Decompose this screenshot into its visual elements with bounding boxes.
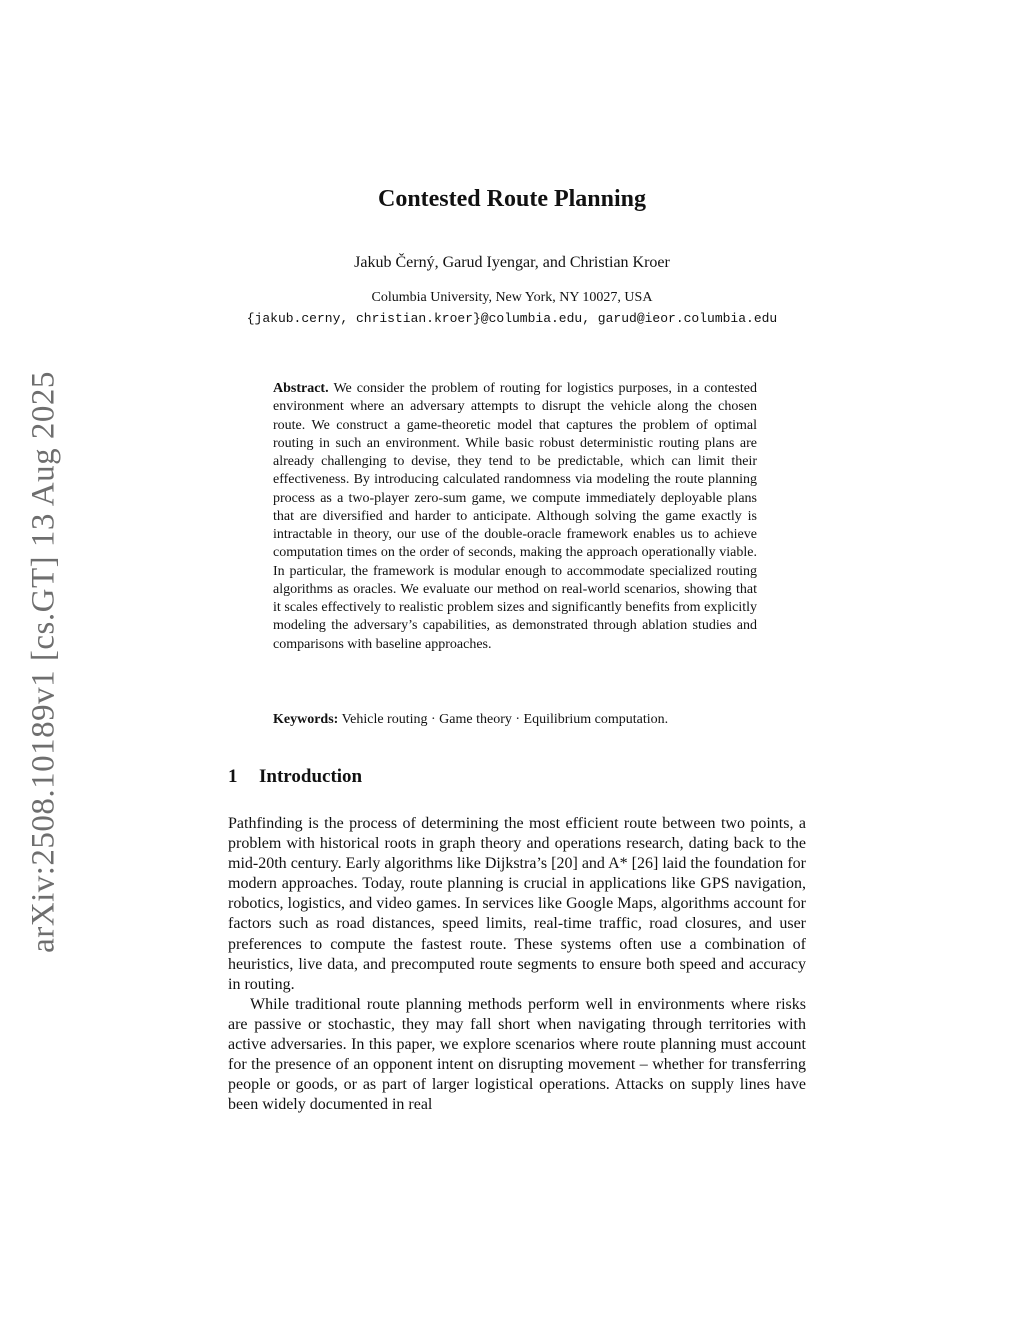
- section-title: Introduction: [259, 766, 363, 787]
- affiliation: Columbia University, New York, NY 10027, USA: [371, 290, 653, 305]
- section-number: 1: [228, 766, 238, 787]
- keywords-text: Vehicle routing · Game theory · Equilibrium computation.: [341, 712, 669, 727]
- abstract: [273, 380, 757, 654]
- paper-title: Contested Route Planning: [377, 186, 647, 212]
- keywords: [273, 711, 757, 729]
- arxiv-identifier-stamp: arXiv:2508.10189v1 [cs.GT] 13 Aug 2025: [25, 371, 62, 953]
- introduction-body: [228, 814, 806, 1115]
- author-list: Jakub Černý, Garud Iyengar, and Christian Kroer: [354, 254, 670, 271]
- abstract-text: We consider the problem of routing for logistics purposes, in a contested environment where an adversary attempts to disrupt the vehicle along the chosen route. We construct a game-theoretic model that captures the problem of optimal routing in such an environment. While basic robust deterministic routing plans are already challenging to devise, they tend to be predictable, which can limit their effectiveness. By introducing calculated randomness via modeling the route planning process as a two-player zero-sum game, we compute immediately deployable plans that are diversified and harder to anticipate. Although solving the game exactly is intractable in theory, our use of the double-oracle framework enables us to achieve computation times on the order of seconds, making the approach operationally viable. In particular, the framework is modular enough to accommodate specialized routing algorithms as oracles. We evaluate our method on real-world scenarios, showing that it scales effectively to realistic problem sizes and significantly benefits from explicitly modeling the adversary’s capabilities, as demonstrated through ablation studies and comparisons with baseline approaches.: [273, 381, 758, 652]
- abstract-label: Abstract.: [273, 381, 329, 396]
- section-heading-introduction: [228, 766, 362, 788]
- keywords-label: Keywords:: [273, 712, 339, 727]
- paragraph: While traditional route planning methods perform well in environments where risks are passive or stochastic, they may fall short when navigating through territories with active adversaries. In this paper, we explore scenarios where route planning must account for the presence of an opponent intent on disrupting movement – whether for transferring people or goods, or as part of larger logistical operations. Attacks on supply lines have been widely documented in real: [228, 995, 806, 1114]
- author-emails: {jakub.cerny, christian.kroer}@columbia.edu, garud@ieor.columbia.edu: [246, 311, 778, 326]
- paragraph: Pathfinding is the process of determining the most efficient route between two points, a problem with historical roots in graph theory and operations research, dating back to the mid-20th century. Early algorithms like Dijkstra’s [20] and A* [26] laid the foundation for modern approaches. Today, route planning is crucial in applications like GPS navigation, robotics, logistics, and video games. In services like Google Maps, algorithms account for factors such as road distances, speed limits, real-time traffic, road closures, and user preferences to compute the fastest route. These systems often use a combination of heuristics, live data, and precomputed route segments to ensure both speed and accuracy in routing.: [228, 815, 806, 993]
